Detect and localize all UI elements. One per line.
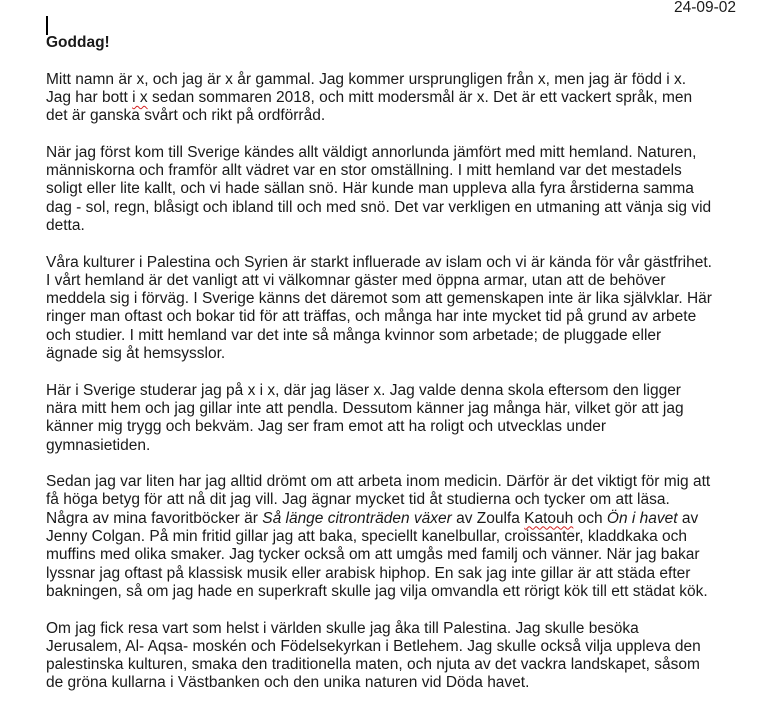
text-run: Några av mina favoritböcker är xyxy=(46,509,263,527)
text-line: Våra kulturer i Palestina och Syrien är starkt influerade av islam och vi är kända för vår gästfrihet. xyxy=(46,253,712,271)
text-line: få höga betyg för att nå dit jag vill. Jag ägnar mycket tid åt studierna och tycker om att läsa. xyxy=(46,491,670,509)
text-line: Här i Sverige studerar jag på x i x, där jag läser x. Jag valde denna skola eftersom den ligger xyxy=(46,381,681,399)
text-line xyxy=(46,510,746,528)
text-line: känner mig trygg och bekväm. Jag ser fram emot att ha roligt och utvecklas under xyxy=(46,418,606,436)
text-line: gymnasietiden. xyxy=(46,436,151,454)
text-line: meddela sig i förväg. I Sverige känns det däremot som att gemenskapen inte är lika självklar. Här xyxy=(46,290,712,308)
text-line: palestinska kulturen, smaka den traditionella maten, och njuta av det vackra landskapet, såsom xyxy=(46,656,700,674)
text-line: det är ganska svårt och rikt på ordförråd. xyxy=(46,107,326,125)
paragraph-interests xyxy=(46,473,746,601)
text-line: detta. xyxy=(46,216,85,234)
text-line: Mitt namn är x, och jag är x år gammal. Jag kommer ursprungligen från x, men jag är född i x. xyxy=(46,70,687,88)
text-line: nära mitt hem och jag gillar inte att pendla. Dessutom känner jag många här, vilket gör att jag xyxy=(46,399,684,417)
document-body[interactable] xyxy=(46,34,746,711)
paragraph-travel xyxy=(46,620,746,693)
text-run: sedan sommaren 2018, och mitt modersmål är x. Det är ett vackert språk, men xyxy=(147,88,693,106)
text-line: Jenny Colgan. På min fritid gillar jag att baka, speciellt kanelbullar, croissanter, kladdkaka och xyxy=(46,528,688,546)
text-line: de gröna kullarna i Västbanken och den unika naturen vid Döda havet. xyxy=(46,674,530,692)
spellcheck-error[interactable]: Katouh xyxy=(524,509,574,527)
spellcheck-error[interactable]: i x xyxy=(132,88,148,106)
text-line: muffins med olika smaker. Jag tycker också om att umgås med familj och vänner. När jag bakar xyxy=(46,546,700,564)
text-line: människorna och framför allt vädret var en stor omställning. I mitt hemland var det mestadels xyxy=(46,162,682,180)
text-line: lyssnar jag oftast på klassisk musik eller arabisk hiphop. En sak jag inte gillar är att städa efter xyxy=(46,564,691,582)
text-line: Jerusalem, Al- Aqsa- moskén och Födelsekyrkan i Betlehem. Jag skulle också vilja uppleva den xyxy=(46,637,701,655)
greeting-heading: Goddag! xyxy=(46,34,110,51)
text-line: Sedan jag var liten har jag alltid drömt om att arbeta inom medicin. Därför är det viktigt för mig att xyxy=(46,473,711,491)
book-title: Ön i havet xyxy=(606,509,678,527)
book-title: Så länge citronträden växer xyxy=(262,509,452,527)
paragraph-school xyxy=(46,382,746,455)
paragraph-arrival xyxy=(46,144,746,235)
text-cursor xyxy=(46,16,48,35)
text-run: Jag har bott xyxy=(46,88,133,106)
text-line: bakningen, så om jag hade en superkraft skulle jag vilja omvandla ett rörigt kök till ett städat kök. xyxy=(46,582,708,600)
text-line: soligt eller lite kallt, och vi hade sällan snö. Här kunde man uppleva alla fyra årstiderna samma xyxy=(46,180,694,198)
text-run: av Zoulfa xyxy=(451,509,525,527)
document-date: 24-09-02 xyxy=(673,0,736,16)
text-run: och xyxy=(573,509,607,527)
paragraph-intro xyxy=(46,71,746,126)
text-line xyxy=(46,89,746,107)
text-line: I vårt hemland är det vanligt att vi välkomnar gäster med öppna armar, utan att de behöver xyxy=(46,271,666,289)
text-line: Om jag fick resa vart som helst i världen skulle jag åka till Palestina. Jag skulle besöka xyxy=(46,619,639,637)
paragraph-culture xyxy=(46,254,746,364)
text-line: ringer man oftast och bokar tid för att träffas, och många har inte mycket tid på grund av arbete xyxy=(46,308,697,326)
text-run: av xyxy=(677,509,699,527)
text-line: dag - sol, regn, blåsigt och ibland till och med snö. Det var verkligen en utmaning att vänja sig vid xyxy=(46,198,712,216)
text-line: och studier. I mitt hemland var det inte så många kvinnor som arbetade; de pluggade eller xyxy=(46,326,662,344)
text-line: ägnade sig åt hemsysslor. xyxy=(46,345,226,363)
text-line: När jag först kom till Sverige kändes allt väldigt annorlunda jämfört med mitt hemland. Naturen, xyxy=(46,143,697,161)
